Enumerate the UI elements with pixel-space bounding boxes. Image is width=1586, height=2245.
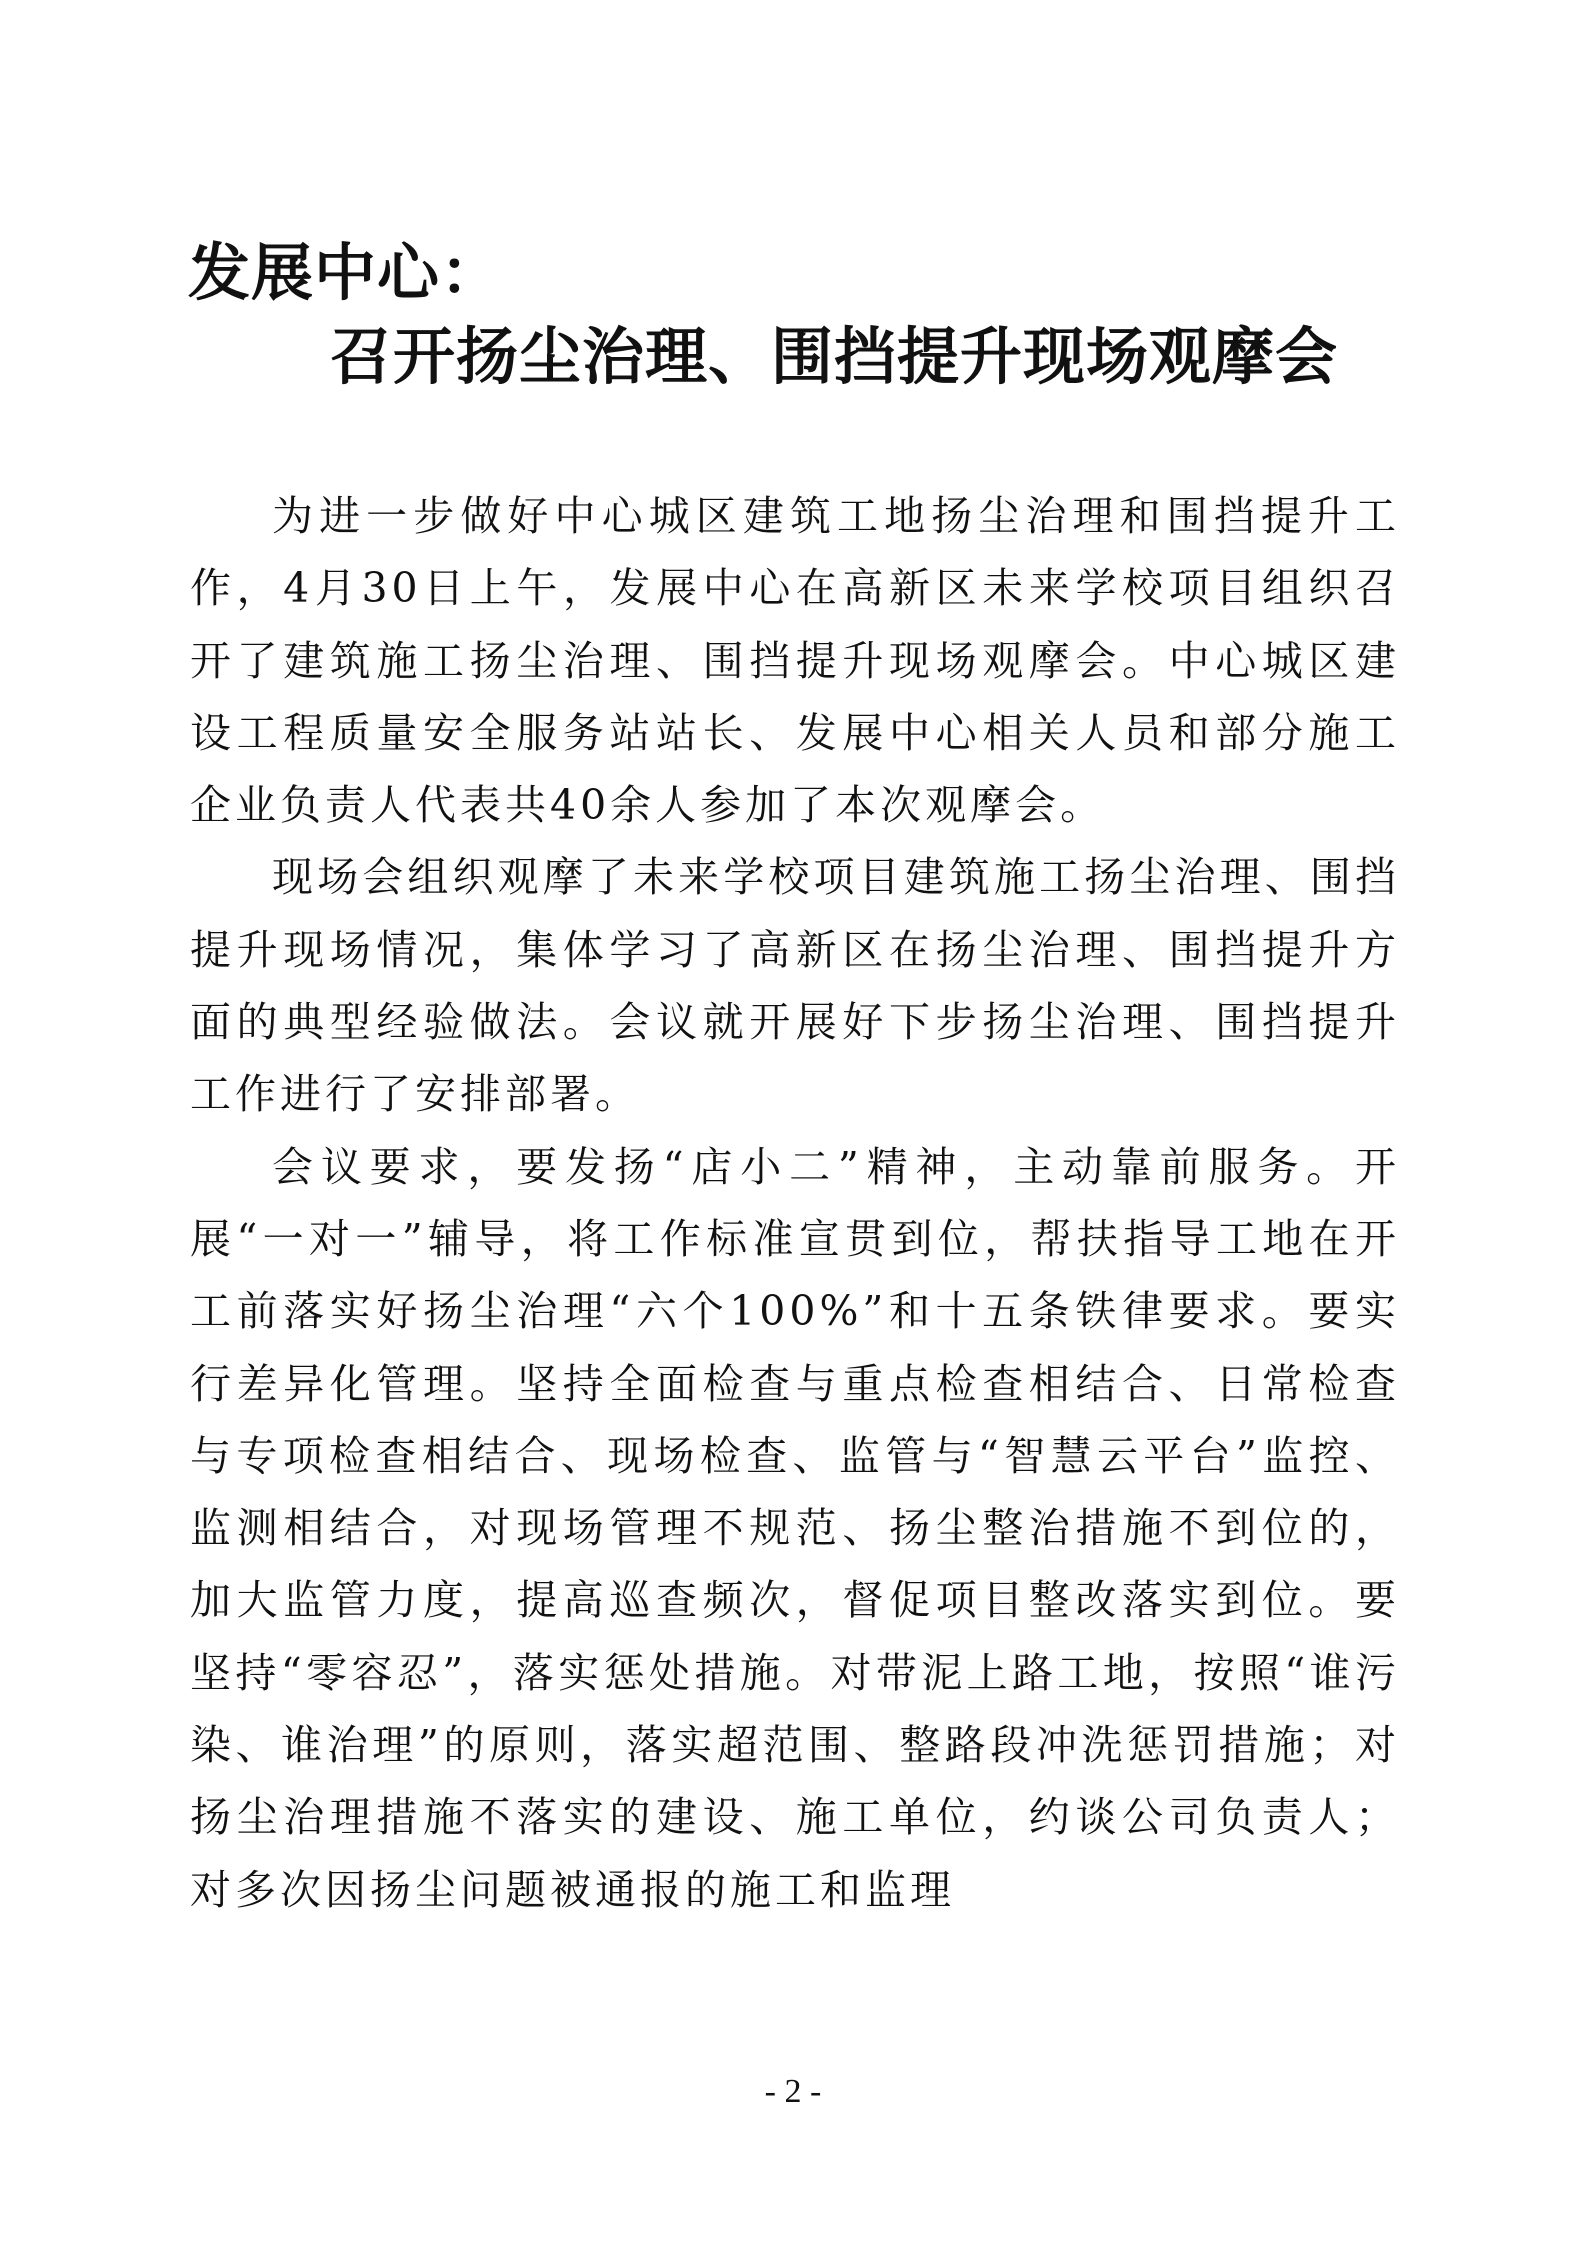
paragraph: 会议要求，要发扬“店小二”精神，主动靠前服务。开展“一对一”辅导，将工作标准宣贯到位，帮扶指导工地在开工前落实好扬尘治理“六个100%”和十五条铁律要求。要实行差异化管理。坚持全面检查与重点检查相结合、日常检查与专项检查相结合、现场检查、监管与“智慧云平台”监控、监测相结合，对现场管理不规范、扬尘整治措施不到位的，加大监管力度，提高巡查频次，督促项目整改落实到位。要坚持“零容忍”，落实惩处措施。对带泥上路工地，按照“谁污染、谁治理”的原则，落实超范围、整路段冲洗惩罚措施；对扬尘治理措施不落实的建设、施工单位，约谈公司负责人；对多次因扬尘问题被通报的施工和监理 — [190, 1142, 1400, 1914]
page-number: - 2 - — [764, 2073, 822, 2110]
paragraph: 为进一步做好中心城区建筑工地扬尘治理和围挡提升工作，4月30日上午，发展中心在高新区未来学校项目组织召开了建筑施工扬尘治理、围挡提升现场观摩会。中心城区建设工程质量安全服务站站长、发展中心相关人员和部分施工企业负责人代表共40余人参加了本次观摩会。 — [190, 492, 1400, 830]
document-title-line-2: 召开扬尘治理、围挡提升现场观摩会 — [330, 320, 1339, 393]
paragraph: 现场会组织观摩了未来学校项目建筑施工扬尘治理、围挡提升现场情况，集体学习了高新区在扬尘治理、围挡提升方面的典型经验做法。会议就开展好下步扬尘治理、围挡提升工作进行了安排部署。 — [190, 853, 1400, 1119]
document-body — [190, 480, 1400, 1926]
document-title-line-1: 发展中心： — [188, 236, 504, 309]
